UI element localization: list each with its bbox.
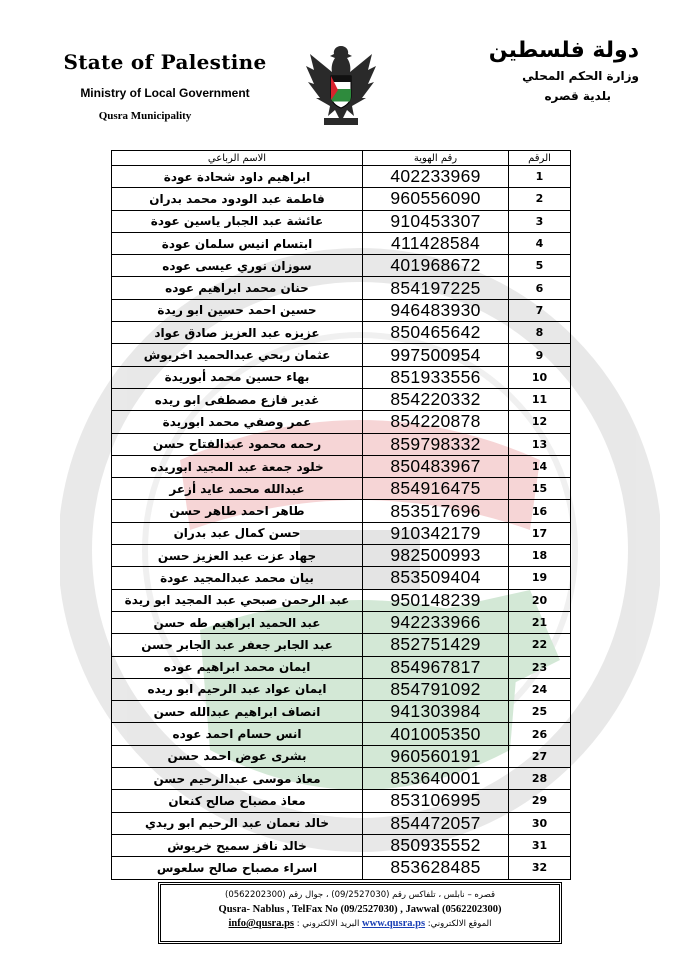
row-number: 4: [509, 232, 571, 254]
footer-address-ar: قصره – نابلس ، تلفاكس رقم (09/2527030) ، جوال رقم (0562202300): [224, 890, 496, 900]
state-title-ar: دولة فلسطين: [488, 38, 639, 63]
row-number: 22: [509, 634, 571, 656]
table-row: [112, 188, 571, 210]
row-id-number: 854791092: [363, 678, 509, 700]
table-row: [112, 678, 571, 700]
row-number: 18: [509, 545, 571, 567]
row-full-name: ابتسام انيس سلمان عودة: [112, 232, 363, 254]
row-number: 21: [509, 611, 571, 633]
row-number: 1: [509, 166, 571, 188]
row-number: 8: [509, 322, 571, 344]
table-row: [112, 433, 571, 455]
table-row: [112, 388, 571, 410]
row-id-number: 910453307: [363, 210, 509, 232]
row-id-number: 411428584: [363, 232, 509, 254]
row-number: 31: [509, 834, 571, 856]
row-id-number: 910342179: [363, 522, 509, 544]
table-row: [112, 656, 571, 678]
row-id-number: 997500954: [363, 344, 509, 366]
table-row: [112, 723, 571, 745]
email-label: البريد الالكتروني :: [296, 919, 360, 929]
row-id-number: 401005350: [363, 723, 509, 745]
row-id-number: 853517696: [363, 500, 509, 522]
row-number: 10: [509, 366, 571, 388]
row-id-number: 960560191: [363, 745, 509, 767]
table-row: [112, 366, 571, 388]
row-id-number: 854197225: [363, 277, 509, 299]
row-number: 28: [509, 768, 571, 790]
row-full-name: عائشة عبد الجبار ياسين عودة: [112, 210, 363, 232]
table-row: [112, 701, 571, 723]
row-id-number: 850465642: [363, 322, 509, 344]
row-full-name: عبد الحميد ابراهيم طه حسن: [112, 611, 363, 633]
row-id-number: 946483930: [363, 299, 509, 321]
footer-links: [161, 918, 559, 929]
row-number: 30: [509, 812, 571, 834]
row-full-name: انصاف ابراهيم عبدالله حسن: [112, 701, 363, 723]
table-row: [112, 834, 571, 856]
table-row: [112, 344, 571, 366]
state-title-en: State of Palestine: [63, 50, 267, 74]
table-row: [112, 790, 571, 812]
row-number: 2: [509, 188, 571, 210]
row-full-name: غدير فازع مصطفى ابو ريده: [112, 388, 363, 410]
row-number: 6: [509, 277, 571, 299]
table-row: [112, 478, 571, 500]
row-number: 16: [509, 500, 571, 522]
row-number: 25: [509, 701, 571, 723]
row-full-name: حنان محمد ابراهيم عوده: [112, 277, 363, 299]
row-id-number: 854472057: [363, 812, 509, 834]
ministry-title-en: Ministry of Local Government: [80, 86, 250, 100]
table-row: [112, 545, 571, 567]
row-number: 14: [509, 455, 571, 477]
row-full-name: انس حسام احمد عوده: [112, 723, 363, 745]
row-number: 19: [509, 567, 571, 589]
row-number: 27: [509, 745, 571, 767]
row-full-name: حسين احمد حسين ابو ريدة: [112, 299, 363, 321]
row-number: 13: [509, 433, 571, 455]
row-full-name: عزيزه عبد العزيز صادق عواد: [112, 322, 363, 344]
row-id-number: 941303984: [363, 701, 509, 723]
row-id-number: 401968672: [363, 255, 509, 277]
table-row: [112, 299, 571, 321]
row-id-number: 982500993: [363, 545, 509, 567]
table-row: [112, 812, 571, 834]
row-id-number: 854916475: [363, 478, 509, 500]
table-body: [112, 166, 571, 880]
row-id-number: 854220332: [363, 388, 509, 410]
row-full-name: ابراهيم داود شحادة عودة: [112, 166, 363, 188]
table-row: [112, 634, 571, 656]
municipality-title-en: Qusra Municipality: [98, 110, 192, 122]
email-link[interactable]: info@qusra.ps: [228, 918, 295, 929]
row-number: 24: [509, 678, 571, 700]
row-id-number: 853640001: [363, 768, 509, 790]
table-row: [112, 857, 571, 879]
table-row: [112, 768, 571, 790]
table-row: [112, 745, 571, 767]
row-id-number: 960556090: [363, 188, 509, 210]
table-row: [112, 210, 571, 232]
row-id-number: 853509404: [363, 567, 509, 589]
row-full-name: عبد الجابر جعفر عبد الجابر حسن: [112, 634, 363, 656]
row-id-number: 850935552: [363, 834, 509, 856]
table-row: [112, 166, 571, 188]
row-number: 26: [509, 723, 571, 745]
table-row: [112, 522, 571, 544]
table-row: [112, 277, 571, 299]
header-arabic: [429, 38, 639, 103]
row-number: 12: [509, 411, 571, 433]
website-label: الموقع الالكتروني:: [427, 919, 492, 929]
row-id-number: 854220878: [363, 411, 509, 433]
row-number: 17: [509, 522, 571, 544]
row-id-number: 853628485: [363, 857, 509, 879]
footer-address-en: Qusra- Nablus , TelFax No (09/2527030) , Jawwal (0562202300): [218, 904, 502, 915]
column-header-number: الرقم: [509, 151, 571, 166]
row-full-name: اسراء مصباح صالح سلعوس: [112, 857, 363, 879]
ministry-title-ar: وزارة الحكم المحلي: [522, 69, 639, 83]
table-row: [112, 500, 571, 522]
row-number: 29: [509, 790, 571, 812]
row-number: 32: [509, 857, 571, 879]
row-full-name: حسن كمال عبد بدران: [112, 522, 363, 544]
table-row: [112, 567, 571, 589]
row-full-name: ايمان محمد ابراهيم عوده: [112, 656, 363, 678]
row-id-number: 859798332: [363, 433, 509, 455]
row-full-name: بهاء حسين محمد أبوريدة: [112, 366, 363, 388]
row-full-name: خالد نافز سميح خريوش: [112, 834, 363, 856]
row-full-name: بشرى عوض احمد حسن: [112, 745, 363, 767]
row-id-number: 850483967: [363, 455, 509, 477]
row-number: 15: [509, 478, 571, 500]
row-full-name: جهاد عزت عبد العزيز حسن: [112, 545, 363, 567]
table-row: [112, 411, 571, 433]
municipality-title-ar: بلدية قصره: [544, 89, 611, 103]
table-row: [112, 455, 571, 477]
row-full-name: فاطمة عبد الودود محمد بدران: [112, 188, 363, 210]
row-id-number: 854967817: [363, 656, 509, 678]
table-row: [112, 589, 571, 611]
table-row: [112, 255, 571, 277]
row-full-name: معاذ مصباح صالح كنعان: [112, 790, 363, 812]
header-english: [40, 50, 290, 122]
row-full-name: رحمه محمود عبدالفتاح حسن: [112, 433, 363, 455]
column-header-name: الاسم الرباعي: [112, 151, 363, 166]
row-id-number: 851933556: [363, 366, 509, 388]
table-row: [112, 611, 571, 633]
row-number: 23: [509, 656, 571, 678]
table-row: [112, 232, 571, 254]
row-id-number: 950148239: [363, 589, 509, 611]
row-number: 11: [509, 388, 571, 410]
row-id-number: 942233966: [363, 611, 509, 633]
row-number: 9: [509, 344, 571, 366]
row-full-name: معاذ موسى عبدالرحيم حسن: [112, 768, 363, 790]
row-number: 7: [509, 299, 571, 321]
website-link[interactable]: www.qusra.ps: [362, 918, 426, 929]
row-full-name: ايمان عواد عبد الرحيم ابو ريده: [112, 678, 363, 700]
row-number: 5: [509, 255, 571, 277]
names-table: [111, 150, 571, 880]
row-full-name: عثمان ربحي عبدالحميد اخريوش: [112, 344, 363, 366]
row-id-number: 852751429: [363, 634, 509, 656]
row-full-name: عبد الرحمن صبحي عبد المجيد ابو ريدة: [112, 589, 363, 611]
footer-contact-box: [158, 882, 562, 944]
row-full-name: عمر وصفي محمد ابوريدة: [112, 411, 363, 433]
table-row: [112, 322, 571, 344]
row-number: 20: [509, 589, 571, 611]
row-full-name: سوزان نوري عيسى عوده: [112, 255, 363, 277]
palestine-eagle-emblem-icon: [302, 40, 380, 128]
column-header-id: رقم الهوية: [363, 151, 509, 166]
row-full-name: عبدالله محمد عايد أزعر: [112, 478, 363, 500]
row-id-number: 853106995: [363, 790, 509, 812]
row-full-name: طاهر احمد طاهر حسن: [112, 500, 363, 522]
row-full-name: بيان محمد عبدالمجيد عودة: [112, 567, 363, 589]
row-number: 3: [509, 210, 571, 232]
row-full-name: خلود جمعة عبد المجيد ابوريده: [112, 455, 363, 477]
table-header-row: [112, 151, 571, 166]
row-id-number: 402233969: [363, 166, 509, 188]
row-full-name: خالد نعمان عبد الرحيم ابو ريدي: [112, 812, 363, 834]
